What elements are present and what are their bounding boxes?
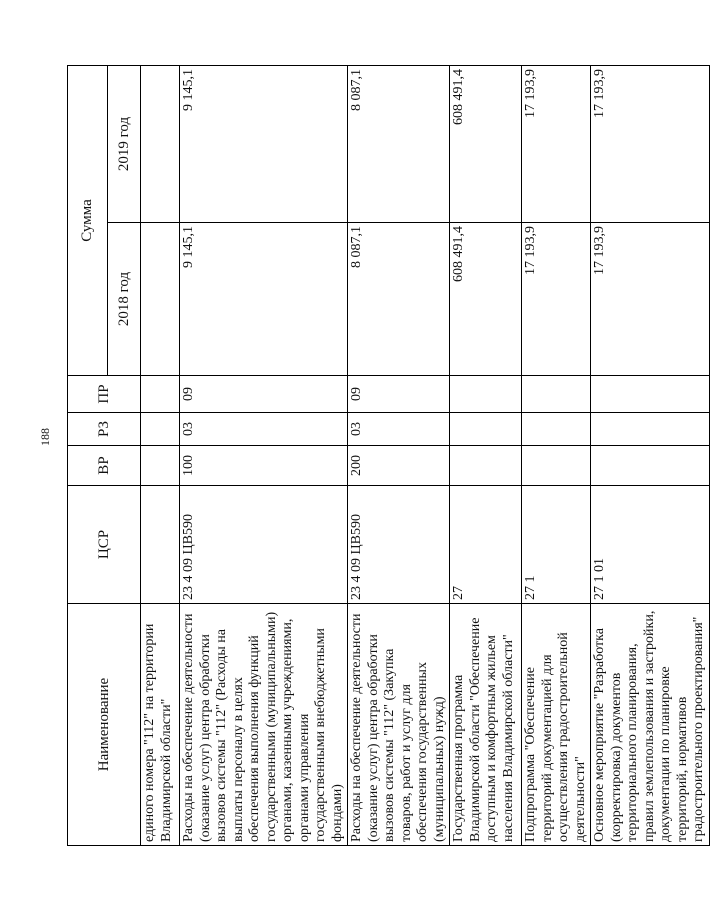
row-vr [141, 446, 180, 486]
table-row [591, 65, 710, 845]
row-pr [141, 376, 180, 413]
row-vr [522, 446, 591, 486]
header-year-2019: 2019 год [108, 65, 141, 222]
row-2019: 17 193,9 [522, 65, 591, 222]
row-rz: 03 [180, 413, 348, 446]
row-name: Подпрограмма "Обеспечение территорий документацией для осуществления градостроительной деятельности" [522, 604, 591, 846]
row-2018: 8 087,1 [348, 223, 450, 376]
row-rz [141, 413, 180, 446]
header-sum: Сумма [68, 65, 108, 375]
header-rz: РЗ [68, 413, 141, 446]
row-2019: 608 491,4 [450, 65, 522, 222]
row-rz [450, 413, 522, 446]
table-row [450, 65, 522, 845]
header-pr: ПР [68, 376, 141, 413]
row-2019: 8 087,1 [348, 65, 450, 222]
row-2018: 9 145,1 [180, 223, 348, 376]
header-vr: ВР [68, 446, 141, 486]
row-2018: 17 193,9 [522, 223, 591, 376]
header-csr: ЦСР [68, 486, 141, 604]
row-2018: 17 193,9 [591, 223, 710, 376]
row-vr [450, 446, 522, 486]
row-csr: 23 4 09 ЦВ590 [348, 486, 450, 604]
table-row [180, 65, 348, 845]
header-name: Наименование [68, 604, 141, 846]
row-rz [591, 413, 710, 446]
row-2019: 17 193,9 [591, 65, 710, 222]
table-row [348, 65, 450, 845]
row-name: единого номера "112" на территории Владимирской области" [141, 604, 180, 846]
row-pr: 09 [348, 376, 450, 413]
row-csr: 23 4 09 ЦВ590 [180, 486, 348, 604]
row-2019: 9 145,1 [180, 65, 348, 222]
row-pr [522, 376, 591, 413]
row-pr [450, 376, 522, 413]
row-2018: 608 491,4 [450, 223, 522, 376]
row-csr: 27 1 01 [591, 486, 710, 604]
row-name: Государственная программа Владимирской области "Обеспечение доступным и комфортным жильем населения Владимирской области" [450, 604, 522, 846]
table-row [522, 65, 591, 845]
header-year-2018: 2018 год [108, 223, 141, 376]
page-number: 188 [38, 428, 52, 446]
row-csr: 27 [450, 486, 522, 604]
row-vr [591, 446, 710, 486]
row-vr: 100 [180, 446, 348, 486]
row-pr: 09 [180, 376, 348, 413]
row-csr [141, 486, 180, 604]
rotated-table-page [67, 66, 706, 846]
row-rz [522, 413, 591, 446]
row-2018 [141, 223, 180, 376]
table-row [141, 65, 180, 845]
row-2019 [141, 65, 180, 222]
row-name: Расходы на обеспечение деятельности (оказание услуг) центра обработки вызовов системы "112" (Закупка товаров, работ и услуг для обеспечения государственных (муниципальных) нужд) [348, 604, 450, 846]
row-name: Основное мероприятие "Разработка (корректировка) документов территориального планирования, правил землепользования и застройки, документации по планировке территорий, нормативов градостроительного проектирования" [591, 604, 710, 846]
row-vr: 200 [348, 446, 450, 486]
row-csr: 27 1 [522, 486, 591, 604]
row-rz: 03 [348, 413, 450, 446]
row-pr [591, 376, 710, 413]
budget-table [67, 65, 710, 846]
row-name: Расходы на обеспечение деятельности (оказание услуг) центра обработки вызовов системы "112" (Расходы на выплаты персоналу в целях обеспечения выполнения функций государственными (муниципальными) органами, казенными учреждениями, органами управления государственными внебюджетными фондами) [180, 604, 348, 846]
